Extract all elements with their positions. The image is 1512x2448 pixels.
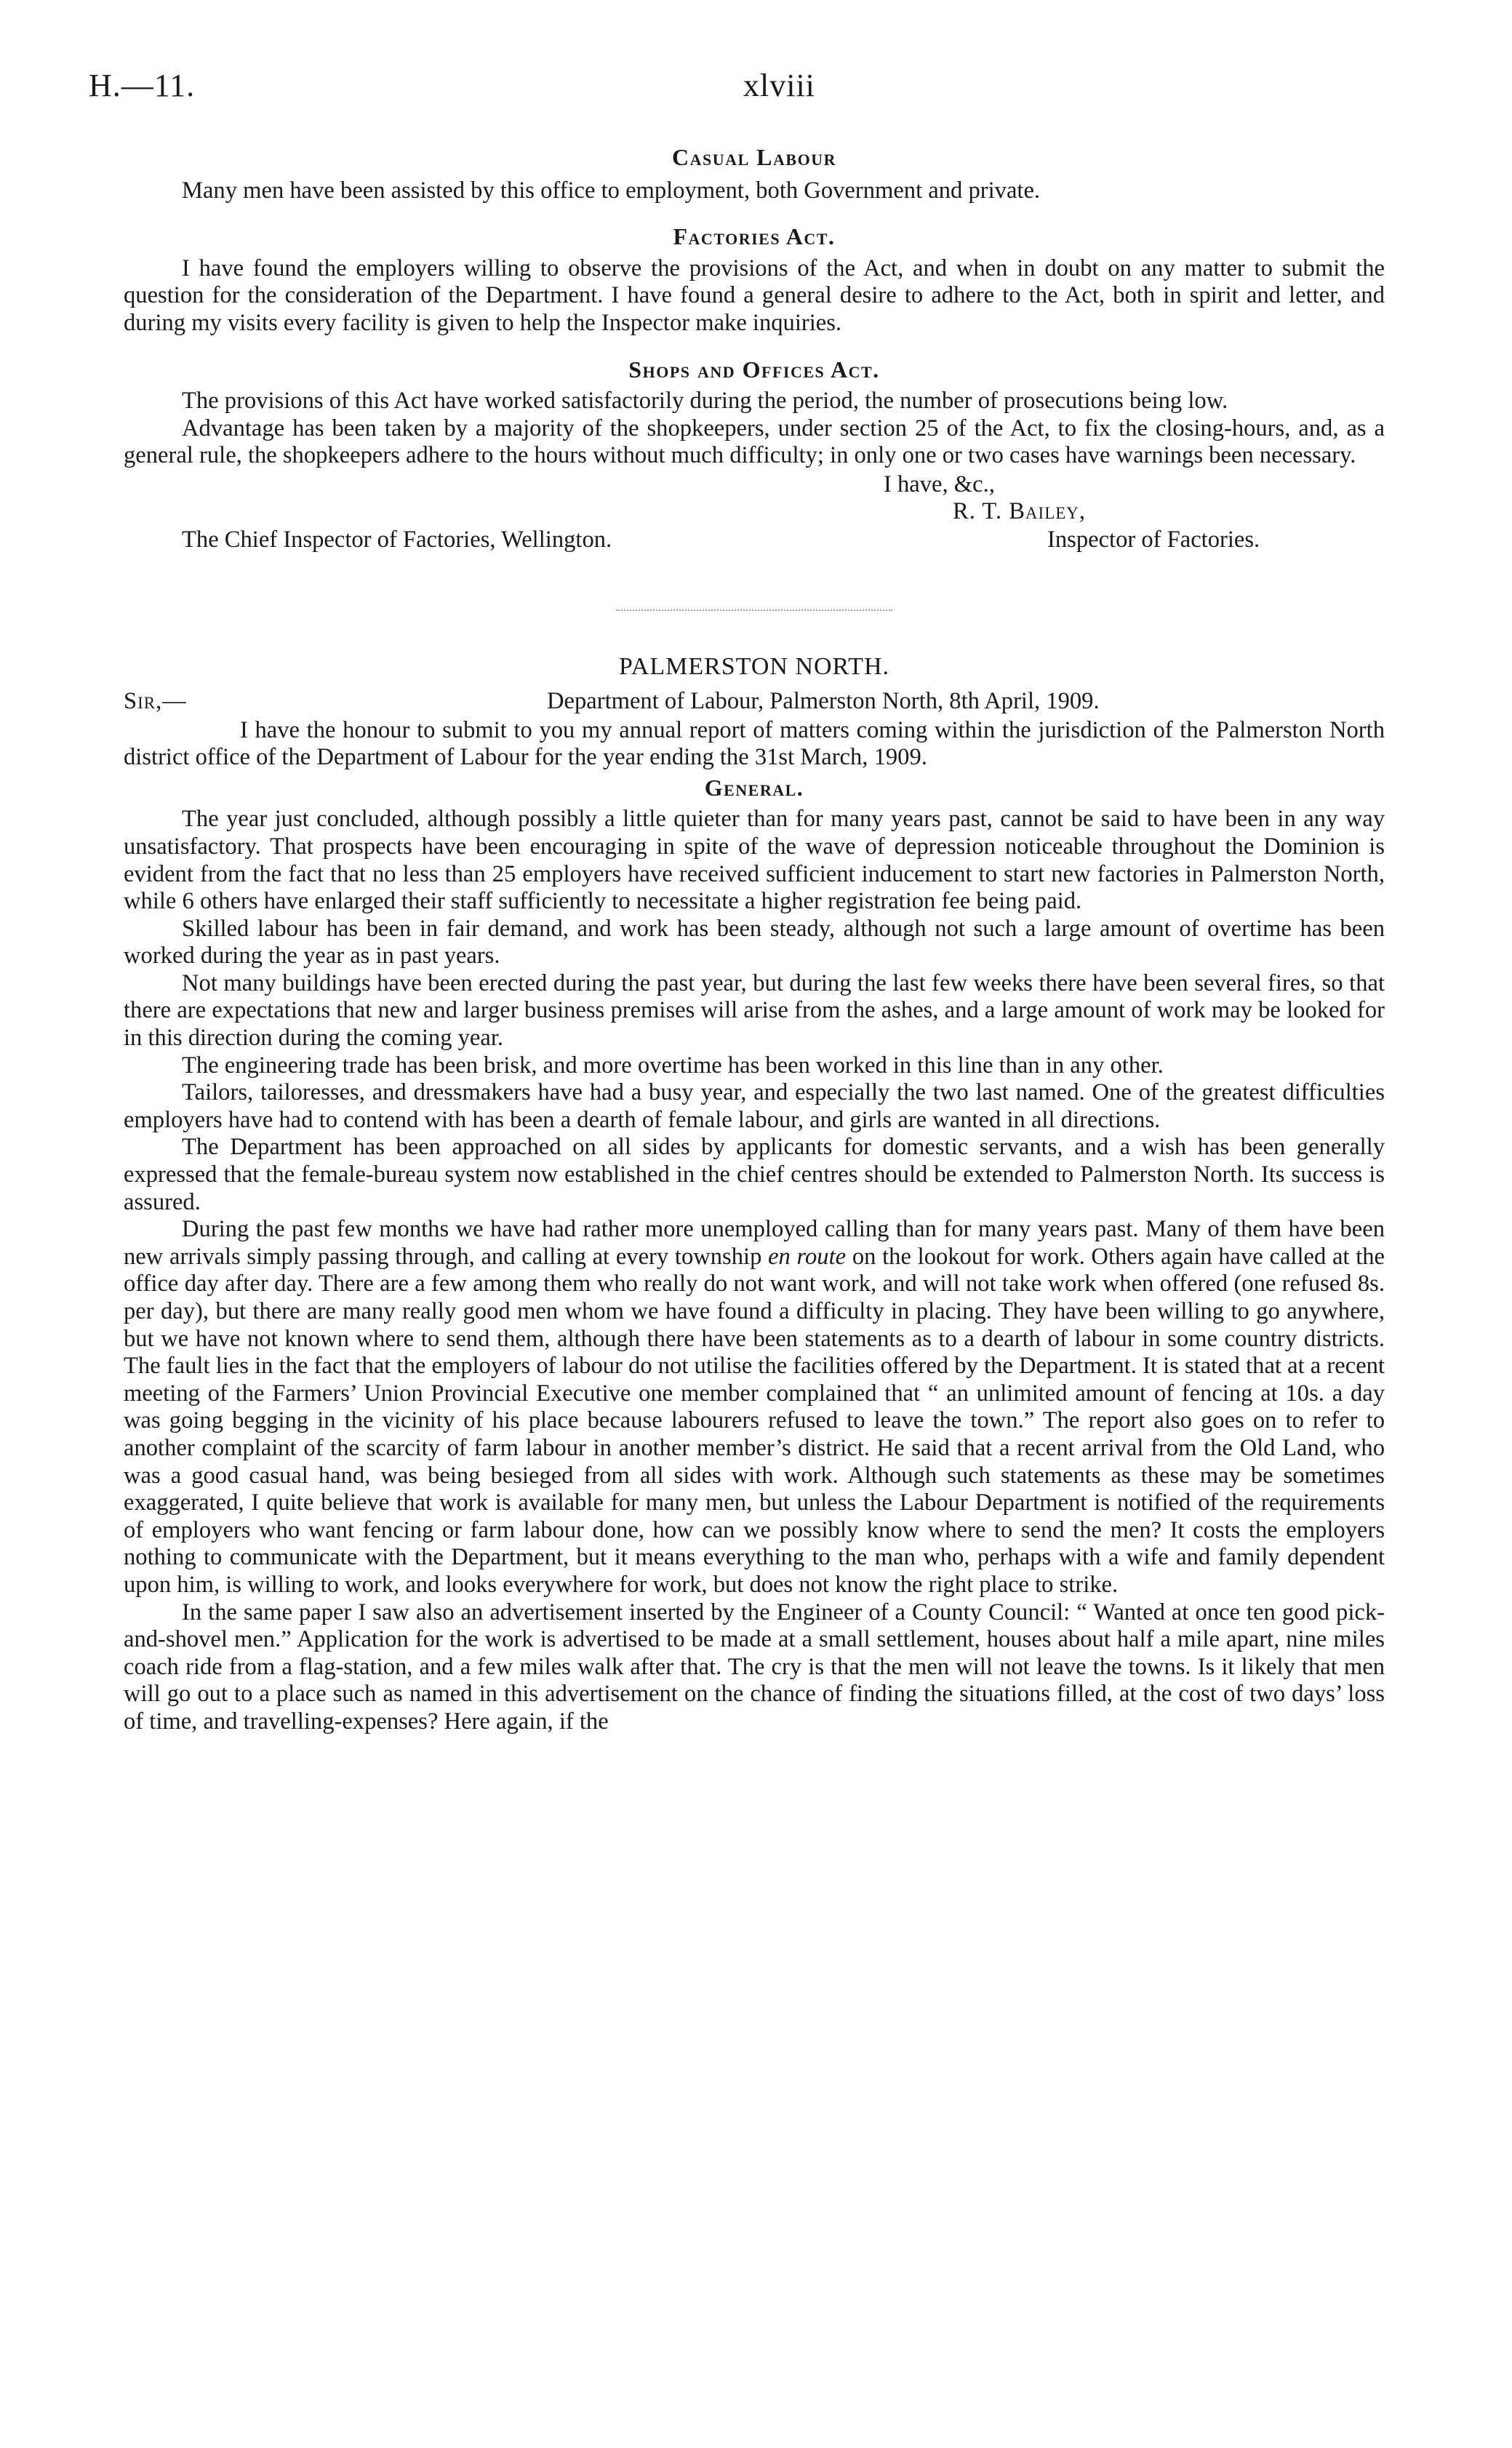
general-paragraph-3: Not many buildings have been erected during the past year, but during the last few weeks there have been several fires, so that there are expectations that new and larger business premises will arise from the ashes, and a large amount of work may be looked for in this direction during the coming year.: [124, 969, 1385, 1052]
general-paragraph-5: Tailors, tailoresses, and dressmakers have had a busy year, and especially the two last named. One of the greatest difficulties employers have had to contend with has been a dearth of female labour, and girls are wanted in all directions.: [124, 1079, 1385, 1133]
general-paragraph-1: The year just concluded, although possibly a little quieter than for many years past, cannot be said to have been in any way unsatisfactory. That prospects have been encouraging in spite of the wave of depression noticeable throughout the Dominion is evident from the fact that no less than 25 employers have received sufficient inducement to start new factories in Palmerston North, while 6 others have enlarged their staff sufficiently to necessitate a higher registration fee being paid.: [124, 806, 1385, 915]
section-heading-general: General.: [704, 774, 804, 801]
intro-paragraph: I have the honour to submit to you my annual report of matters coming within the jurisdiction of the Palmerston North district office of the Department of Labour for the year ending the 31st March, 1909.: [124, 716, 1385, 771]
dateline: Department of Labour, Palmerston North, 8th April, 1909.: [547, 687, 1100, 714]
section-heading-shops-act: Shops and Offices Act.: [628, 356, 880, 383]
unemployed-paragraph: [124, 1216, 1385, 1599]
unemployed-italic: en route: [768, 1243, 847, 1270]
report-title: PALMERSTON NORTH.: [618, 652, 890, 680]
section-heading-factories-act: Factories Act.: [673, 223, 836, 250]
page-number: xlviii: [743, 68, 815, 103]
shops-act-paragraph-2: Advantage has been taken by a majority of the shopkeepers, under section 25 of the Act, to fix the closing-hours, and, as a general rule, the shopkeepers adhere to the hours without much difficulty; in only one or two cases have warnings been necessary.: [124, 415, 1385, 469]
signature-block: [124, 471, 1385, 556]
factories-act-paragraph: I have found the employers willing to observe the provisions of the Act, and when in doubt on any matter to submit the question for the consideration of the Department. I have found a general desire to adhere to the Act, both in spirit and letter, and during my visits every facility is given to help the Inspector make inquiries.: [124, 255, 1385, 336]
unemployed-text-1: During the past few months we have had rather more unemployed calling than for many years past. Many of them have been new arrivals simply passing through, and calling at every township: [124, 1216, 1385, 1270]
signature-recipient: The Chief Inspector of Factories, Wellington.: [182, 526, 612, 553]
document-number: H.—11.: [89, 68, 196, 103]
salutation-row: [124, 688, 1385, 717]
salutation: Sir,—: [124, 687, 187, 714]
signature-title: Inspector of Factories.: [1047, 526, 1260, 553]
advertisement-paragraph: In the same paper I saw also an advertisement inserted by the Engineer of a County Council: “ Wanted at once ten good pick-and-shovel men.” Application for the work is advertised to be made at a small settlement, houses about half a mile apart, nine miles coach ride from a flag-station, and a few miles walk after that. The cry is that the men will not leave the towns. Is it likely that men will go out to a place such as named in this advertisement on the chance of finding the situations filled, at the cost of two days’ loss of time, and travelling-expenses? Here again, if the: [124, 1599, 1385, 1735]
general-paragraph-4: The engineering trade has been brisk, and more overtime has been worked in this line than in any other.: [182, 1052, 1164, 1079]
casual-labour-paragraph: Many men have been assisted by this office to employment, both Government and private.: [182, 177, 1041, 204]
signature-greeting: I have, &c.,: [884, 471, 995, 497]
body-text: [124, 138, 1385, 1736]
section-heading-casual-labour: Casual Labour: [672, 144, 836, 170]
general-paragraph-6: The Department has been approached on all sides by applicants for domestic servants, and a wish has been generally expressed that the female-bureau system now established in the chief centres should be extended to Palmerston North. Its success is assured.: [124, 1134, 1385, 1215]
general-paragraph-2: Skilled labour has been in fair demand, and work has been steady, although not such a large amount of overtime has been worked during the year as in past years.: [124, 915, 1385, 969]
unemployed-text-2: on the lookout for work. Others again have called at the office day after day. There are a few among them who really do not want work, and will not take work when offered (one refused 8s. per day), but there are many really good men whom we have found a difficulty in placing. They have been willing to go anywhere, but we have not known where to send them, although there have been statements as to a dearth of labour in some country districts. The fault lies in the fact that the employers of labour do not utilise the facilities offered by the Department. It is stated that at a recent meeting of the Farmers’ Union Provincial Executive one member complained that “ an unlimited amount of fencing at 10s. a day was going begging in the vicinity of his place because labourers refused to leave the town.” The report also goes on to refer to another complaint of the scarcity of farm labour in another member’s district. He said that a recent arrival from the Old Land, who was a good casual hand, was being besieged from all sides with work. Although such statements as these may be sometimes exaggerated, I quite believe that work is available for many men, but unless the Labour Department is notified of the requirements of employers who want fencing or farm labour done, how can we possibly know where to send the men? It costs the employers nothing to communicate with the Department, but it means everything to the man who, perhaps with a wife and family dependent upon him, is willing to work, and looks everywhere for work, but does not know the right place to strike.: [124, 1243, 1385, 1598]
shops-act-paragraph-1: The provisions of this Act have worked satisfactorily during the period, the number of prosecutions being low.: [182, 388, 1228, 415]
running-head: [89, 67, 1391, 111]
signature-name: R. T. Bailey,: [953, 497, 1087, 524]
section-divider: [616, 609, 892, 611]
